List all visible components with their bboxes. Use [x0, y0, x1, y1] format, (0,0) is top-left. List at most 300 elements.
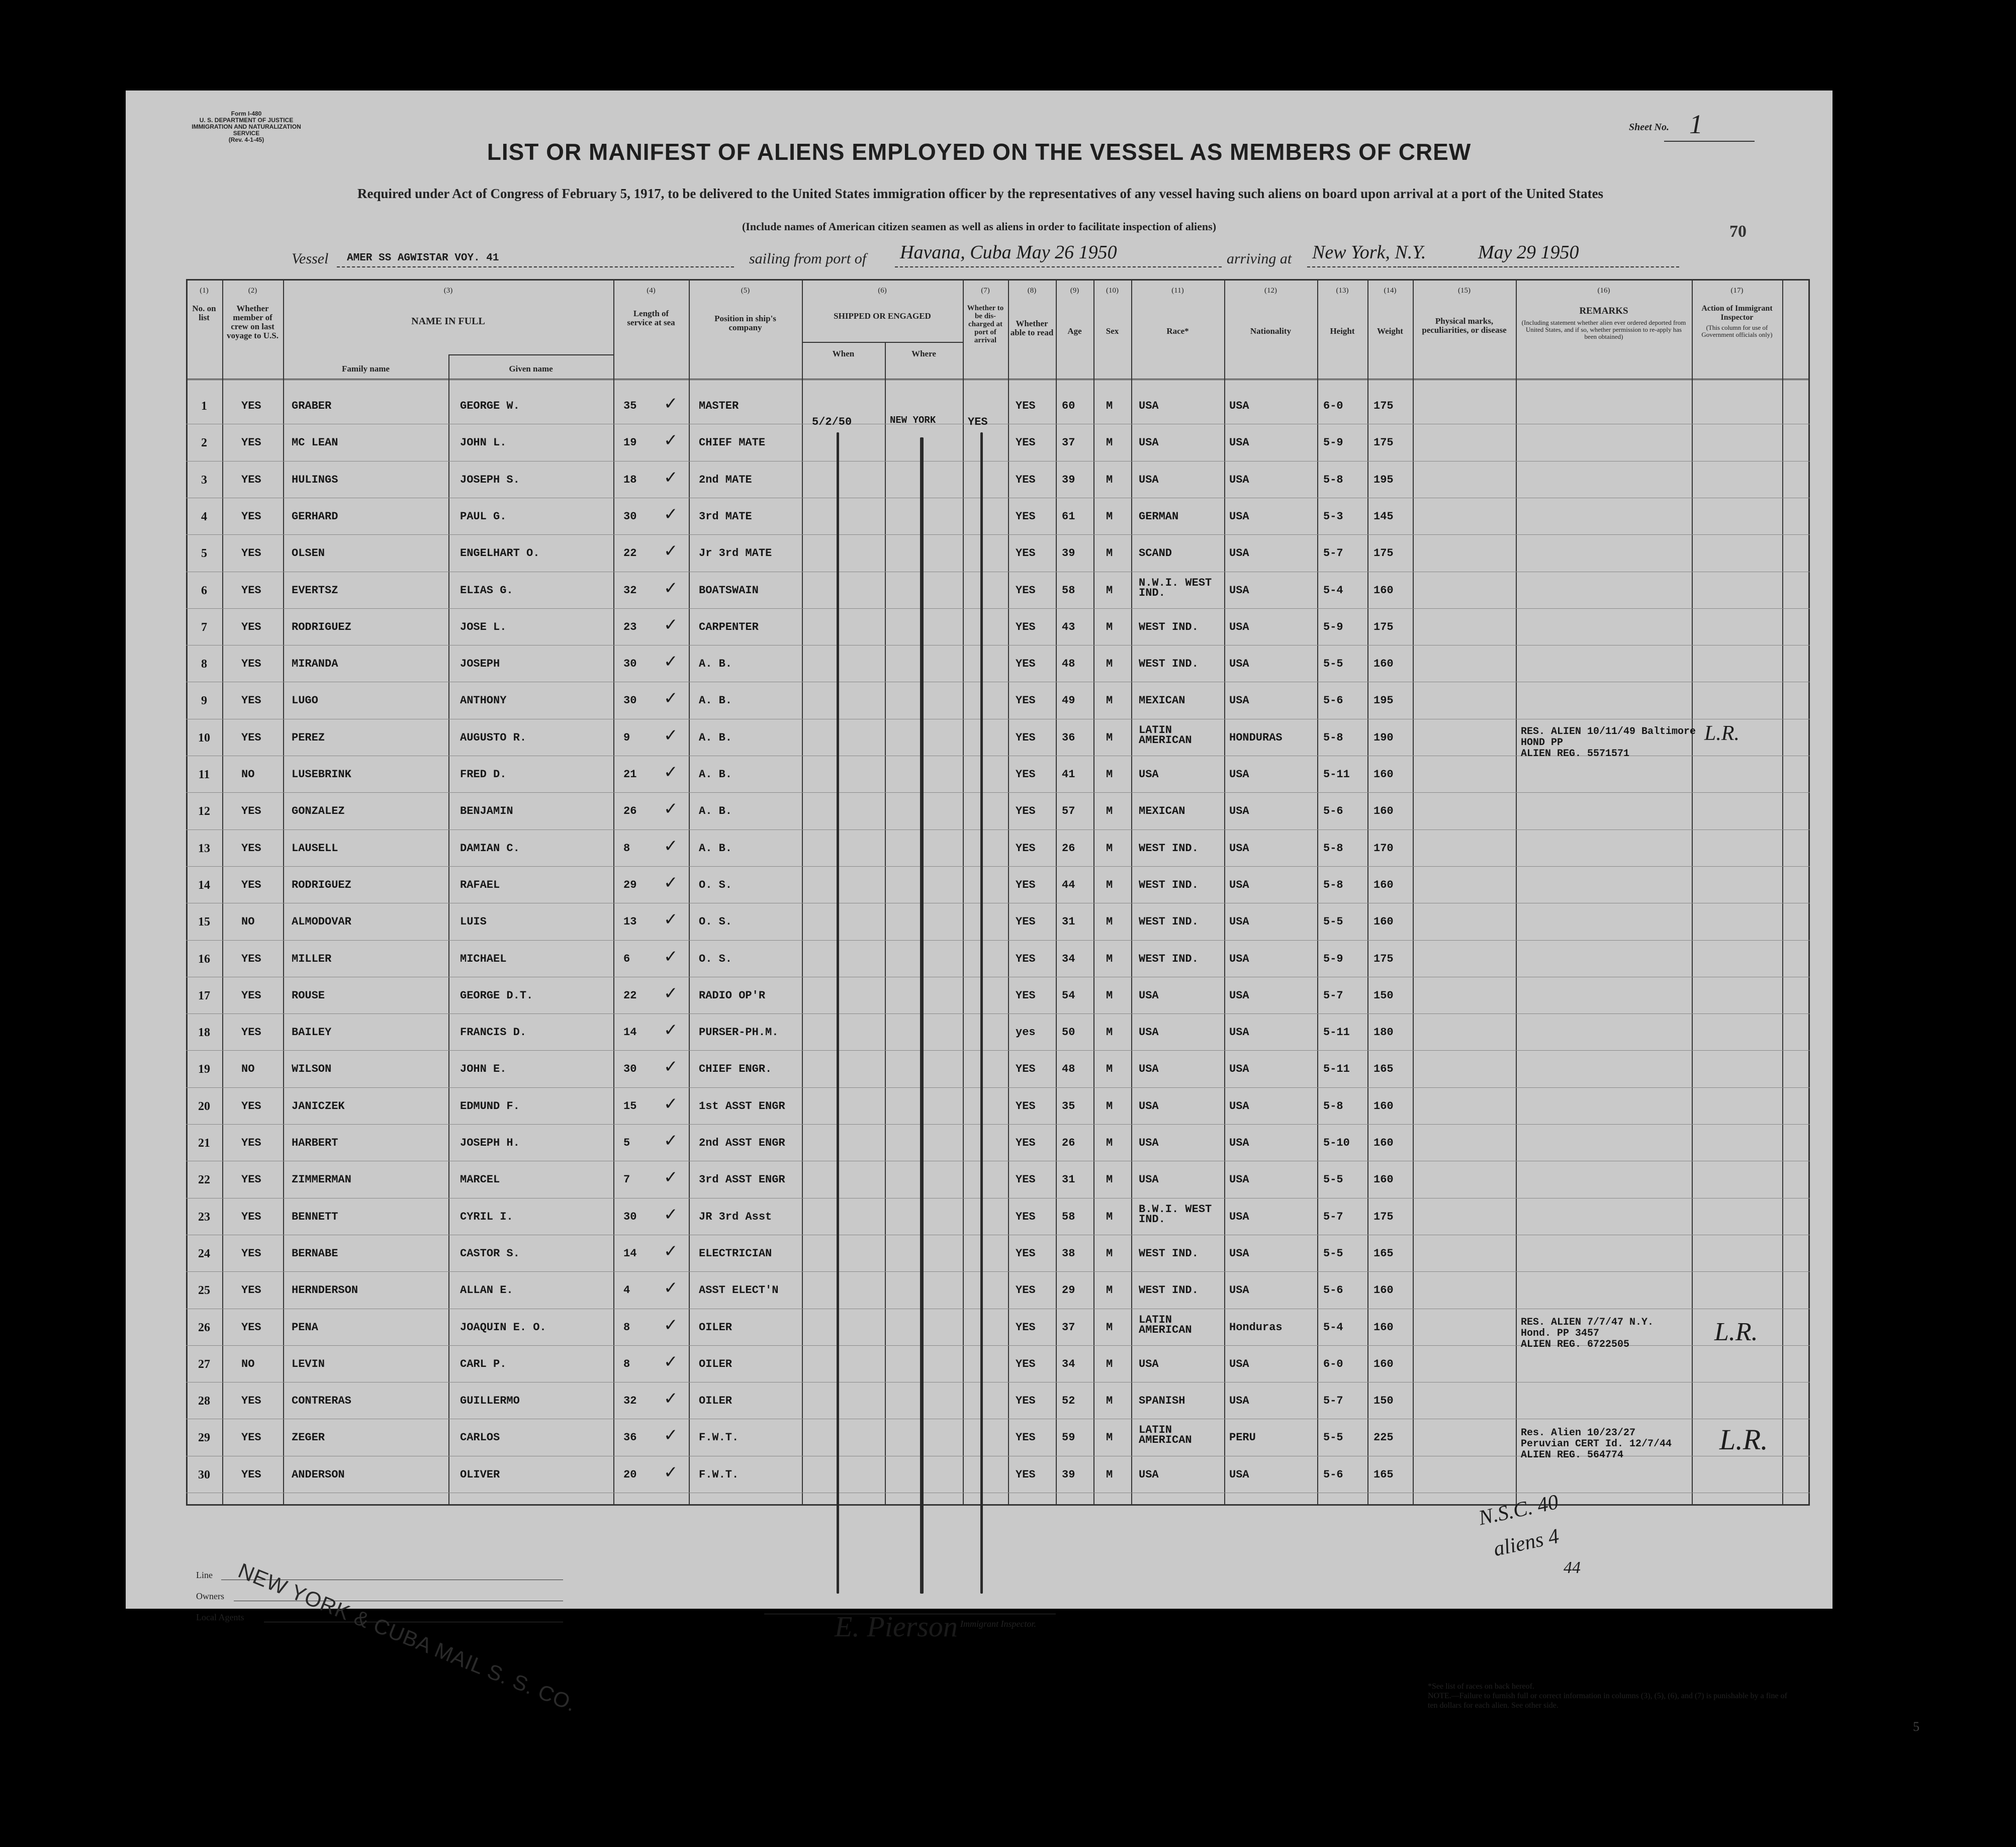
age: 39 [1062, 473, 1075, 486]
nationality: USA [1229, 989, 1249, 1002]
weight: 160 [1373, 878, 1394, 891]
height: 5-4 [1323, 584, 1343, 597]
weight: 160 [1373, 1173, 1394, 1186]
race: WEST IND. [1139, 842, 1199, 855]
check-mark-icon: ✓ [664, 1425, 678, 1446]
sex: M [1106, 658, 1113, 671]
age: 61 [1062, 510, 1075, 523]
nationality: USA [1229, 878, 1249, 891]
member-value: YES [241, 1468, 261, 1481]
check-mark-icon: ✓ [664, 1278, 678, 1299]
name-header-separator [448, 354, 613, 355]
member-value: YES [241, 510, 261, 523]
length-of-service: 9 [623, 731, 630, 744]
position: O. S. [699, 952, 732, 965]
row-number: 24 [198, 1247, 210, 1260]
length-of-service: 15 [623, 1099, 637, 1113]
given-name: LUIS [460, 915, 487, 929]
height: 5-7 [1323, 1395, 1343, 1408]
nationality: USA [1229, 1063, 1249, 1076]
family-name: RODRIGUEZ [292, 620, 351, 633]
arrival-date: May 29 1950 [1478, 242, 1579, 263]
given-name: ENGELHART O. [460, 547, 540, 560]
length-of-service: 6 [623, 952, 630, 965]
given-name: GEORGE W. [460, 400, 520, 412]
race: USA [1139, 1099, 1159, 1113]
member-value: YES [241, 1173, 261, 1186]
sex: M [1106, 842, 1113, 855]
company-stamp: NEW YORK & CUBA MAIL S. S. CO. [235, 1558, 580, 1716]
age: 37 [1062, 436, 1075, 449]
age: 39 [1062, 1468, 1075, 1481]
row-rule [186, 866, 1810, 867]
date-underline [1398, 266, 1679, 267]
family-name: HERNDERSON [292, 1284, 358, 1297]
position: F.W.T. [699, 1468, 739, 1481]
height: 5-11 [1323, 1063, 1350, 1076]
height: 5-8 [1323, 878, 1343, 891]
age: 39 [1062, 547, 1075, 560]
header-family-name: Family name [342, 364, 390, 374]
length-of-service: 7 [623, 1173, 630, 1186]
row-number: 30 [198, 1468, 210, 1482]
member-value: YES [241, 400, 261, 412]
position: 3rd MATE [699, 510, 752, 523]
member-value: YES [241, 547, 261, 560]
length-of-service: 13 [623, 915, 637, 929]
family-name: BAILEY [292, 1026, 332, 1039]
row-rule [186, 534, 1810, 535]
given-name: FRED D. [460, 768, 507, 781]
check-mark-icon: ✓ [664, 1057, 678, 1077]
header-nationality: Nationality [1250, 326, 1292, 336]
nationality: USA [1229, 768, 1249, 781]
member-value: YES [241, 1026, 261, 1039]
row-number: 8 [201, 658, 207, 671]
given-name: CASTOR S. [460, 1247, 520, 1260]
column-rule [689, 279, 690, 1506]
given-name: GEORGE D.T. [460, 989, 533, 1002]
length-of-service: 32 [623, 584, 637, 597]
page-number: 70 [1729, 222, 1747, 241]
age: 31 [1062, 1173, 1075, 1186]
position: 1st ASST ENGR [699, 1099, 785, 1113]
weight: 160 [1373, 1357, 1394, 1370]
check-mark-icon: ✓ [664, 652, 678, 672]
height: 5-8 [1323, 731, 1343, 744]
col-num: (13) [1336, 287, 1349, 295]
race: USA [1139, 400, 1159, 412]
age: 54 [1062, 989, 1075, 1002]
race: N.W.I. WEST IND. [1139, 576, 1212, 599]
able-to-read: YES [1016, 400, 1036, 412]
col-num: (4) [647, 287, 656, 295]
row-number: 16 [198, 952, 210, 966]
member-value: YES [241, 878, 261, 891]
weight: 160 [1373, 768, 1394, 781]
member-value: YES [241, 1284, 261, 1297]
given-name: ELIAS G. [460, 584, 513, 597]
family-name: OLSEN [292, 547, 325, 560]
sex: M [1106, 1173, 1113, 1186]
position: F.W.T. [699, 1431, 739, 1444]
arriving-label: arriving at [1227, 250, 1292, 267]
height: 5-7 [1323, 989, 1343, 1002]
length-of-service: 22 [623, 547, 637, 560]
race: USA [1139, 1137, 1159, 1149]
check-mark-icon: ✓ [664, 725, 678, 746]
footer-notes: *See list of races on back hereof. NOTE.—Failure to furnish full or correct information in columns (3), (5), (6), and (7) is punishable by a fine of ten dollars for each alien. See other side. [1428, 1682, 1787, 1710]
height: 5-8 [1323, 842, 1343, 855]
family-name: PENA [292, 1321, 318, 1334]
weight: 175 [1373, 400, 1394, 412]
given-name: FRANCIS D. [460, 1026, 527, 1039]
given-name: CARLOS [460, 1431, 500, 1444]
nationality: USA [1229, 1173, 1249, 1186]
header-age: Age [1067, 326, 1082, 336]
row-rule [186, 792, 1810, 793]
family-name: CONTRERAS [292, 1395, 351, 1408]
race: WEST IND. [1139, 915, 1199, 929]
sex: M [1106, 400, 1113, 412]
given-name: MARCEL [460, 1173, 500, 1186]
row-number: 26 [198, 1321, 210, 1334]
check-mark-icon: ✓ [664, 578, 678, 598]
corner-number: 5 [1913, 1719, 1919, 1734]
length-of-service: 8 [623, 1357, 630, 1370]
length-of-service: 14 [623, 1026, 637, 1039]
row-number: 25 [198, 1284, 210, 1298]
weight: 175 [1373, 952, 1394, 965]
col-num: (9) [1070, 287, 1079, 295]
given-name: CYRIL I. [460, 1210, 513, 1223]
height: 6-0 [1323, 400, 1343, 412]
row-number: 23 [198, 1210, 210, 1224]
position: A. B. [699, 694, 732, 707]
height: 5-7 [1323, 1210, 1343, 1223]
sex: M [1106, 1063, 1113, 1076]
height: 5-6 [1323, 694, 1343, 707]
given-name: AUGUSTO R. [460, 731, 527, 744]
family-name: JANICZEK [292, 1099, 345, 1113]
nationality: USA [1229, 952, 1249, 965]
action-mark-row26: L.R. [1714, 1318, 1758, 1346]
given-name: JOSEPH [460, 658, 500, 671]
age: 41 [1062, 768, 1075, 781]
given-name: DAMIAN C. [460, 842, 520, 855]
sailing-value: Havana, Cuba May 26 1950 [900, 242, 1117, 263]
age: 48 [1062, 1063, 1075, 1076]
given-name: PAUL G. [460, 510, 507, 523]
able-to-read: YES [1016, 1099, 1036, 1113]
position: A. B. [699, 731, 732, 744]
member-value: YES [241, 989, 261, 1002]
given-name: OLIVER [460, 1468, 500, 1481]
family-name: ANDERSON [292, 1468, 345, 1481]
check-mark-icon: ✓ [664, 946, 678, 967]
row-number: 19 [198, 1063, 210, 1076]
sex: M [1106, 1247, 1113, 1260]
sex: M [1106, 436, 1113, 449]
length-of-service: 23 [623, 620, 637, 633]
row-number: 1 [201, 400, 207, 413]
position: Jr 3rd MATE [699, 547, 772, 560]
member-value: YES [241, 473, 261, 486]
column-rule [283, 279, 284, 1506]
able-to-read: YES [1016, 473, 1036, 486]
age: 43 [1062, 620, 1075, 633]
check-mark-icon: ✓ [664, 430, 678, 451]
race: USA [1139, 1357, 1159, 1370]
length-of-service: 20 [623, 1468, 637, 1481]
nationality: USA [1229, 547, 1249, 560]
ditto-line [980, 432, 983, 1594]
sex: M [1106, 1210, 1113, 1223]
height: 5-3 [1323, 510, 1343, 523]
position: ASST ELECT'N [699, 1284, 779, 1297]
sex: M [1106, 620, 1113, 633]
row-rule [186, 1087, 1810, 1088]
row-number: 15 [198, 915, 210, 929]
sex: M [1106, 768, 1113, 781]
position: OILER [699, 1357, 732, 1370]
sex: M [1106, 1026, 1113, 1039]
length-of-service: 8 [623, 1321, 630, 1334]
check-mark-icon: ✓ [664, 1241, 678, 1261]
height: 5-6 [1323, 1468, 1343, 1481]
length-of-service: 32 [623, 1395, 637, 1408]
race: USA [1139, 1026, 1159, 1039]
sex: M [1106, 989, 1113, 1002]
nationality: USA [1229, 842, 1249, 855]
given-name: RAFAEL [460, 878, 500, 891]
weight: 160 [1373, 1321, 1394, 1334]
row-number: 22 [198, 1173, 210, 1187]
check-mark-icon: ✓ [664, 614, 678, 635]
row-number: 11 [198, 768, 210, 781]
able-to-read: YES [1016, 842, 1036, 855]
row-number: 10 [198, 731, 210, 745]
action-mark-row29: L.R. [1719, 1423, 1768, 1456]
position: CARPENTER [699, 620, 759, 633]
able-to-read: YES [1016, 731, 1036, 744]
position: 2nd ASST ENGR [699, 1137, 785, 1149]
weight: 180 [1373, 1026, 1394, 1039]
family-name: LAUSELL [292, 842, 338, 855]
position: ELECTRICIAN [699, 1247, 772, 1260]
column-rule [1131, 279, 1132, 1506]
able-to-read: YES [1016, 1431, 1036, 1444]
position: A. B. [699, 842, 732, 855]
height: 5-5 [1323, 1173, 1343, 1186]
height: 6-0 [1323, 1357, 1343, 1370]
able-to-read: YES [1016, 1321, 1036, 1334]
sex: M [1106, 1321, 1113, 1334]
given-name: CARL P. [460, 1357, 507, 1370]
weight: 160 [1373, 915, 1394, 929]
row-number: 27 [198, 1357, 210, 1371]
position: 3rd ASST ENGR [699, 1173, 785, 1186]
position: PURSER-PH.M. [699, 1026, 779, 1039]
race: MEXICAN [1139, 694, 1185, 707]
header-given-name: Given name [509, 364, 553, 374]
column-rule [1008, 279, 1009, 1506]
length-of-service: 14 [623, 1247, 637, 1260]
sex: M [1106, 1357, 1113, 1370]
sex: M [1106, 1468, 1113, 1481]
header-able-to-read: Whether able to read [1010, 319, 1054, 337]
age: 26 [1062, 1137, 1075, 1149]
member-value: YES [241, 694, 261, 707]
family-name: WILSON [292, 1063, 332, 1076]
nationality: USA [1229, 915, 1249, 929]
member-value: YES [241, 1395, 261, 1408]
remark-row26: RES. ALIEN 7/7/47 N.Y. Hond. PP 3457 ALIEN REG. 6722505 [1521, 1317, 1654, 1350]
row-number: 6 [201, 584, 207, 597]
family-name: GONZALEZ [292, 805, 345, 818]
nationality: USA [1229, 584, 1249, 597]
header-action: Action of Immigrant Inspector [1701, 304, 1773, 322]
weight: 150 [1373, 1395, 1394, 1408]
check-mark-icon: ✓ [664, 1462, 678, 1483]
nationality: PERU [1229, 1431, 1256, 1444]
sex: M [1106, 952, 1113, 965]
weight: 195 [1373, 694, 1394, 707]
sex: M [1106, 1099, 1113, 1113]
col-num: (3) [443, 287, 453, 295]
check-mark-icon: ✓ [664, 799, 678, 819]
row-rule [186, 1124, 1810, 1125]
sex: M [1106, 584, 1113, 597]
column-rule [613, 279, 614, 1506]
header-where: Where [911, 349, 936, 358]
race: USA [1139, 1468, 1159, 1481]
race: WEST IND. [1139, 952, 1199, 965]
member-value: YES [241, 1321, 261, 1334]
column-rule [1224, 279, 1225, 1506]
column-rule [1413, 279, 1414, 1506]
header-no-on-list: No. on list [192, 304, 216, 322]
handwritten-note: aliens 4 [1491, 1524, 1562, 1561]
given-name: JOAQUIN E. O. [460, 1321, 546, 1334]
family-name: ROUSE [292, 989, 325, 1002]
given-name: ANTHONY [460, 694, 507, 707]
ditto-line [837, 432, 839, 1594]
race: WEST IND. [1139, 620, 1199, 633]
family-name: LEVIN [292, 1357, 325, 1370]
height: 5-8 [1323, 473, 1343, 486]
height: 5-8 [1323, 1099, 1343, 1113]
length-of-service: 36 [623, 1431, 637, 1444]
nationality: USA [1229, 473, 1249, 486]
weight: 160 [1373, 805, 1394, 818]
col-num: (14) [1384, 287, 1397, 295]
position: O. S. [699, 915, 732, 929]
sailing-underline [895, 266, 1222, 267]
weight: 175 [1373, 547, 1394, 560]
nationality: USA [1229, 694, 1249, 707]
height: 5-5 [1323, 1431, 1343, 1444]
family-name: MILLER [292, 952, 332, 965]
header-bottom-rule [186, 379, 1810, 380]
ditto-line [920, 437, 924, 1594]
age: 37 [1062, 1321, 1075, 1334]
able-to-read: YES [1016, 989, 1036, 1002]
age: 58 [1062, 584, 1075, 597]
able-to-read: YES [1016, 1468, 1036, 1481]
check-mark-icon: ✓ [664, 504, 678, 524]
check-mark-icon: ✓ [664, 983, 678, 1003]
given-name: JOHN L. [460, 436, 507, 449]
remark-row10: RES. ALIEN 10/11/49 Baltimore HOND PP ALIEN REG. 5571571 [1521, 726, 1696, 760]
weight: 190 [1373, 731, 1394, 744]
row-rule [186, 608, 1810, 609]
length-of-service: 29 [623, 878, 637, 891]
length-of-service: 30 [623, 1210, 637, 1223]
discharged-value: YES [968, 416, 988, 428]
row-rule [186, 829, 1810, 830]
check-mark-icon: ✓ [664, 872, 678, 893]
header-when: When [832, 349, 855, 358]
row-number: 29 [198, 1431, 210, 1445]
nationality: USA [1229, 1210, 1249, 1223]
header-discharged: Whether to be dis-charged at port of arrival [967, 304, 1004, 344]
family-name: BENNETT [292, 1210, 338, 1223]
vessel-value: AMER SS AGWISTAR VOY. 41 [347, 252, 499, 264]
member-value: YES [241, 658, 261, 671]
position: O. S. [699, 878, 732, 891]
position: A. B. [699, 805, 732, 818]
weight: 165 [1373, 1468, 1394, 1481]
weight: 175 [1373, 1210, 1394, 1223]
check-mark-icon: ✓ [664, 909, 678, 930]
age: 59 [1062, 1431, 1075, 1444]
nationality: USA [1229, 1099, 1249, 1113]
length-of-service: 30 [623, 694, 637, 707]
check-mark-icon: ✓ [664, 1351, 678, 1372]
row-number: 20 [198, 1099, 210, 1113]
family-name: MIRANDA [292, 658, 338, 671]
position: 2nd MATE [699, 473, 752, 486]
sex: M [1106, 805, 1113, 818]
given-name: ALLAN E. [460, 1284, 513, 1297]
given-name: BENJAMIN [460, 805, 513, 818]
check-mark-icon: ✓ [664, 394, 678, 414]
height: 5-5 [1323, 1247, 1343, 1260]
check-mark-icon: ✓ [664, 1315, 678, 1335]
member-value: NO [241, 768, 255, 781]
sex: M [1106, 731, 1113, 744]
able-to-read: YES [1016, 1210, 1036, 1223]
column-rule [1317, 279, 1318, 1506]
family-name: LUGO [292, 694, 318, 707]
given-name: GUILLERMO [460, 1395, 520, 1408]
family-name: ALMODOVAR [292, 915, 351, 929]
member-value: YES [241, 805, 261, 818]
family-name: LUSEBRINK [292, 768, 351, 781]
age: 50 [1062, 1026, 1075, 1039]
check-mark-icon: ✓ [664, 688, 678, 709]
shipped-where: NEW YORK [890, 415, 936, 426]
race: WEST IND. [1139, 878, 1199, 891]
race: WEST IND. [1139, 658, 1199, 671]
header-position: Position in ship's company [714, 314, 776, 332]
row-rule [186, 940, 1810, 941]
given-name: JOSE L. [460, 620, 507, 633]
race: SPANISH [1139, 1395, 1185, 1408]
nationality: USA [1229, 1137, 1249, 1149]
header-race: Race* [1166, 326, 1189, 336]
